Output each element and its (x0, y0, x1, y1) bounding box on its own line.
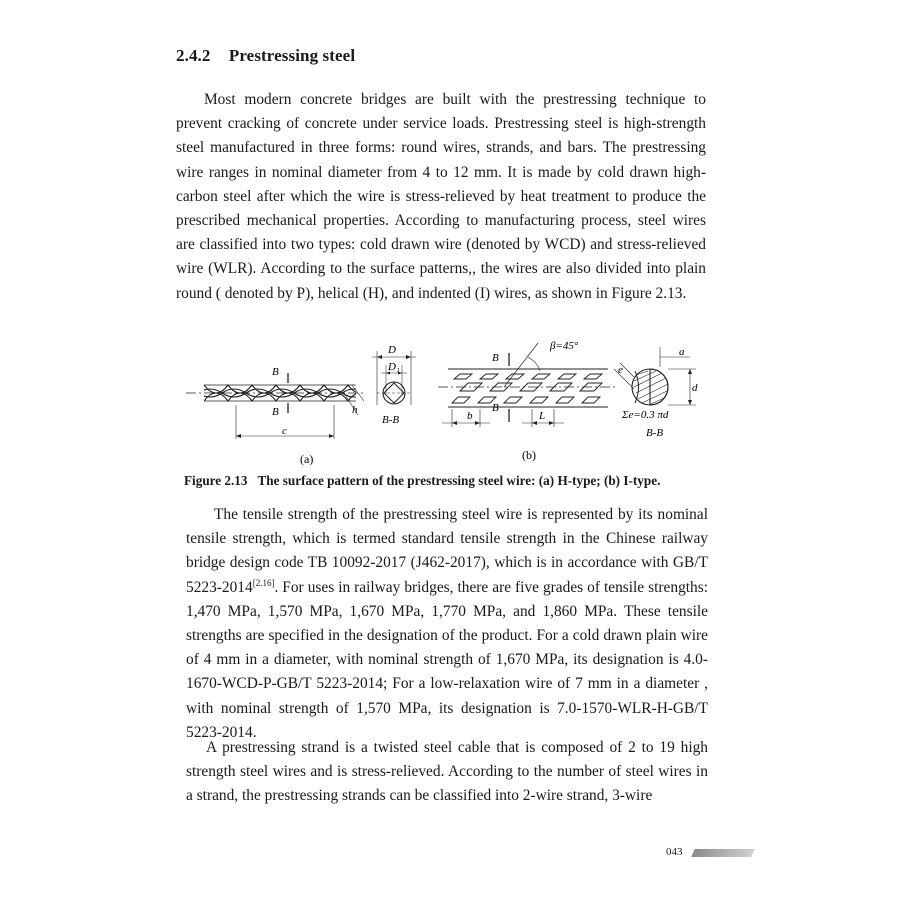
paragraph-2-text-a: The tensile strength of the prestressing steel wire is represented by its nominal tensile strength, which is termed standard tensile strength in the Chinese railway bridge design code TB 10092-2017 (J462-2017), which is in accordance with GB/T 5223-2014 (186, 506, 708, 596)
section-heading (176, 46, 355, 66)
footer-decoration (691, 849, 755, 857)
caption-text: The surface pattern of the prestressing steel wire: (a) H-type; (b) I-type. (257, 473, 661, 488)
fig-a-dim-h: h (352, 404, 358, 416)
paragraph-3-text: A prestressing strand is a twisted steel cable that is composed of 2 to 19 high strength steel wires and is stress-relieved. According to the number of steel wires in a strand, the prestressing strands can be classified into 2-wire strand, 3-wire (186, 739, 708, 805)
paragraph-1-text: Most modern concrete bridges are built with the prestressing technique to prevent cracking of concrete under service loads. Prestressing steel is high-strength steel manufactured in three forms: round wires, strands, and bars. The prestressing wire ranges in nominal diameter from 4 to 12 mm. It is made by cold drawn high-carbon steel after which the wire is stress-relieved by heat treatment to produce the prescribed mechanical properties. According to manufacturing process, steel wires are classified into two types: cold drawn wire (denoted by WCD) and stress-relieved wire (WLR). According to the surface patterns,, the wires are also divided into plain round ( denoted by P), helical (H), and indented (I) wires, as shown in Figure 2.13. (176, 91, 706, 302)
section-title: Prestressing steel (228, 46, 356, 65)
figure-caption (184, 473, 660, 489)
figure-2-13 (176, 335, 716, 470)
fig-b-dim-d: d (692, 382, 698, 394)
fig-b-beta: β=45° (550, 340, 579, 352)
fig-a-dim-D1: D₁ (388, 361, 400, 373)
fig-a-dim-D: D (388, 344, 396, 356)
fig-b-dim-b: b (467, 410, 473, 422)
paragraph-strand (186, 736, 708, 809)
page-number: 043 (666, 846, 683, 858)
paragraph-2-text-b: . For uses in railway bridges, there are five grades of tensile strengths: 1,470 MPa, 1,570 MPa, 1,670 MPa, 1,770 MPa, and 1,860 MPa. These tensile strengths are specified in the designation of the product. For a cold drawn plain wire of 4 mm in a diameter, with nominal strength of 1,670 MPa, its designation is 4.0-1670-WCD-P-GB/T 5223-2014; For a low-relaxation wire of 7 mm in a diameter , with nominal strength of 1,570 MPa, its designation is 7.0-1570-WLR-H-GB/T 5223-2014. (186, 578, 708, 741)
section-number: 2.4.2 (176, 46, 211, 65)
fig-b-marker-top: B (492, 352, 499, 364)
citation-reference: [2.16] (252, 577, 275, 588)
fig-b-marker-bottom: B (492, 402, 499, 414)
fig-a-section-label: B-B (382, 414, 400, 426)
fig-b-dim-a: a (679, 346, 685, 358)
i-type-wire-drawing (438, 343, 618, 427)
figure-drawing (176, 335, 716, 470)
fig-a-dim-c: c (282, 425, 287, 437)
fig-b-dim-L: L (539, 410, 546, 422)
caption-number: Figure 2.13 (184, 473, 248, 488)
fig-b-section-label: B-B (646, 427, 664, 439)
fig-a-label: (a) (300, 452, 314, 466)
fig-a-marker-bottom: B (272, 406, 279, 418)
fig-b-formula: Σe=0.3 πd (622, 409, 669, 421)
paragraph-prestressing-intro (176, 88, 706, 306)
h-type-wire-drawing (186, 373, 372, 439)
paragraph-tensile-strength (186, 503, 708, 745)
fig-a-marker-top: B (272, 366, 279, 378)
fig-b-dim-e: e (618, 364, 623, 376)
fig-b-label: (b) (522, 448, 536, 462)
h-type-cross-section (372, 351, 416, 405)
